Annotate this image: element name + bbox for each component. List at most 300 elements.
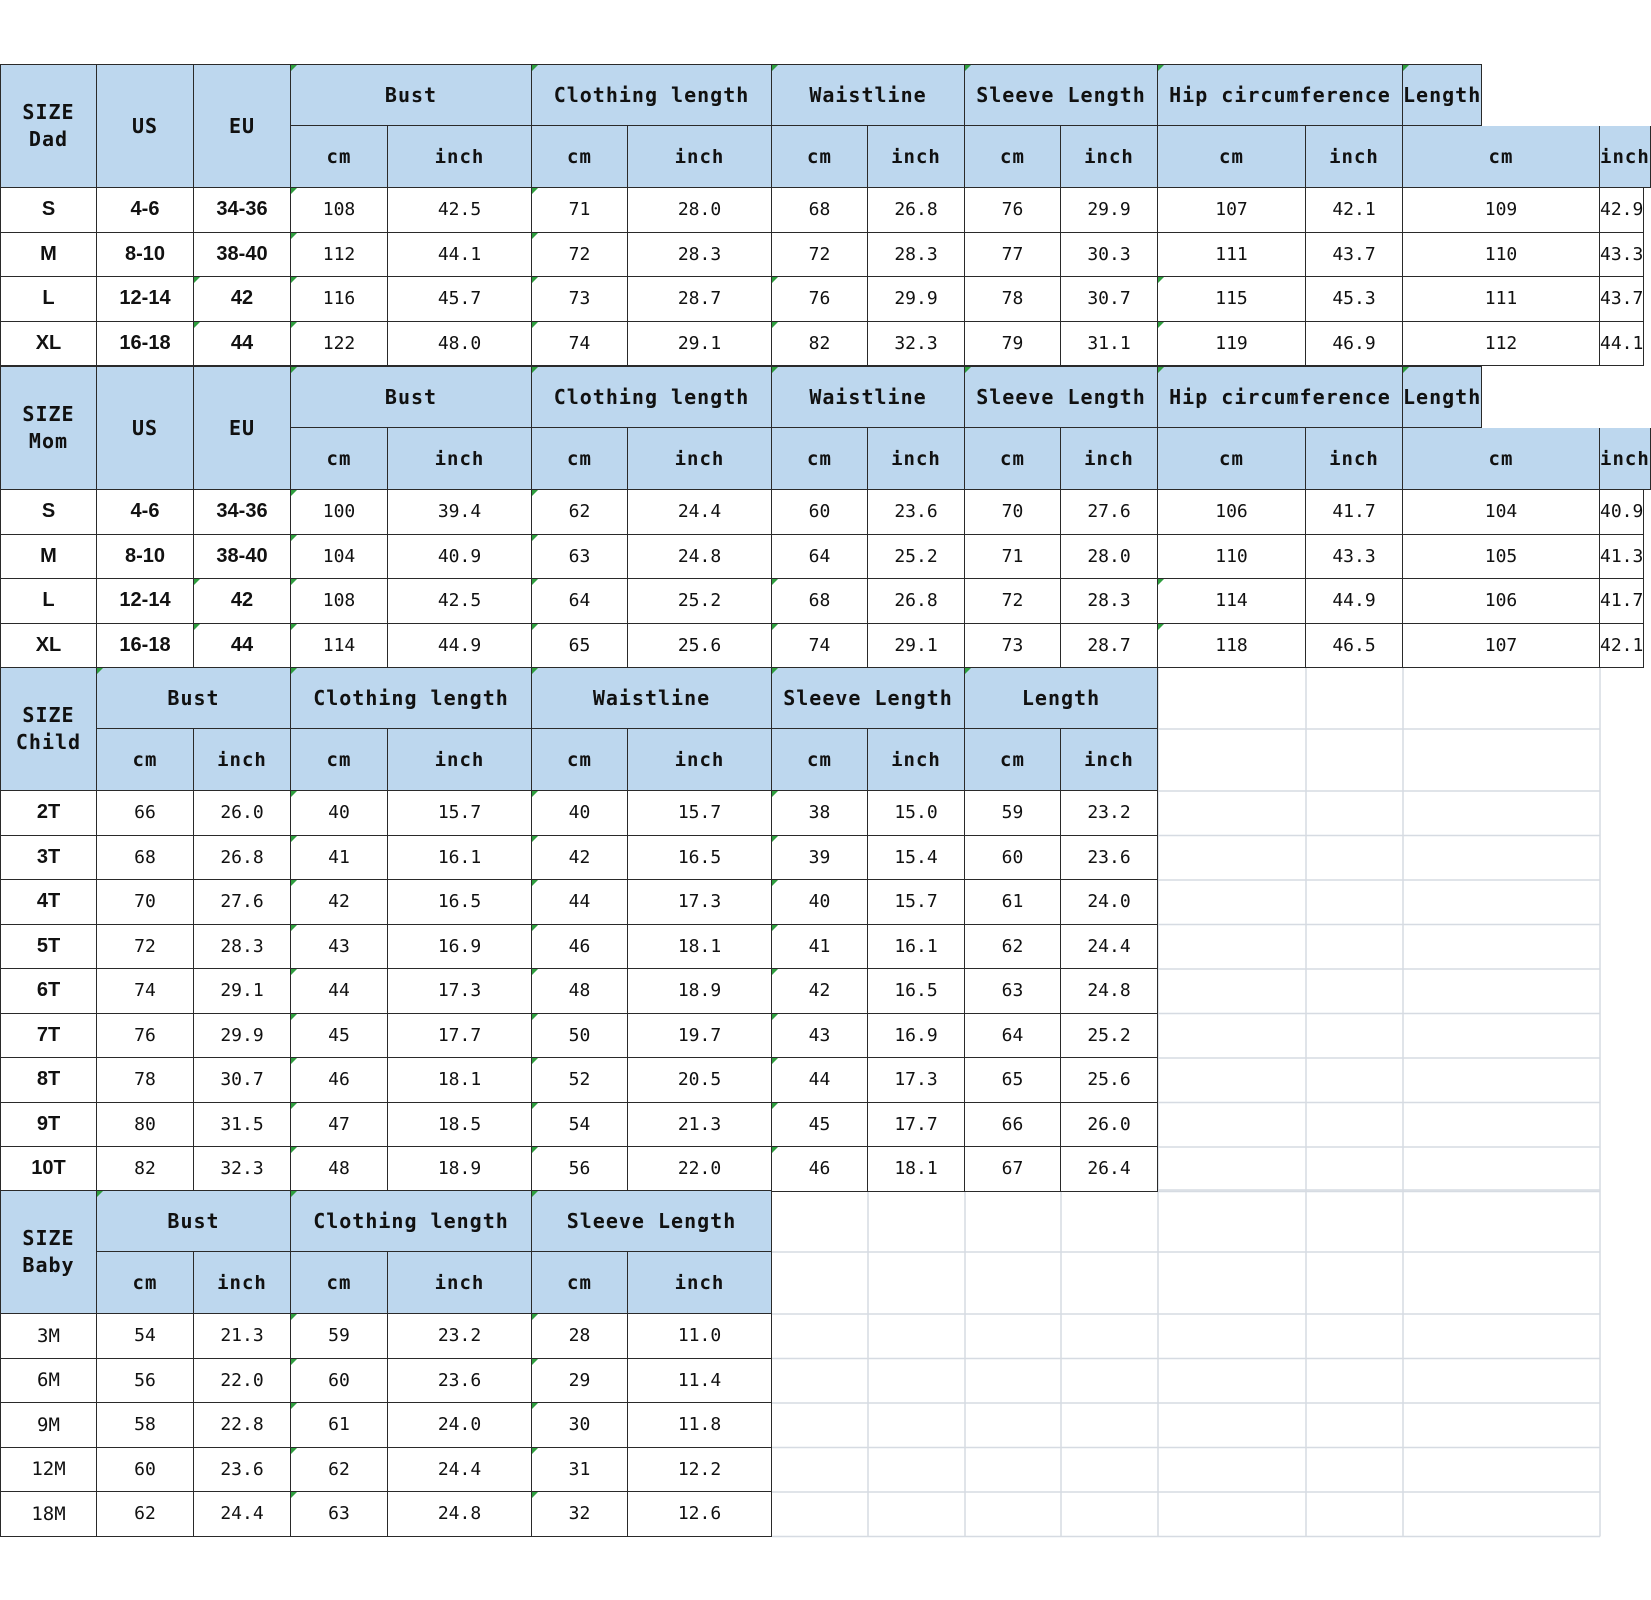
inch-value: 26.8: [194, 836, 291, 881]
measure-header-clothing-length: Clothing length: [532, 64, 772, 126]
inch-value: 32.3: [194, 1147, 291, 1192]
unit-header-cm: cm: [1403, 126, 1600, 188]
us-size-value: 8-10: [97, 535, 194, 580]
cm-value: 78: [965, 277, 1061, 322]
cm-value: 64: [965, 1014, 1061, 1059]
measure-header-bust: Bust: [291, 366, 532, 428]
unit-header-inch: inch: [194, 1252, 291, 1314]
us-size-value: 8-10: [97, 233, 194, 278]
size-label: 9T: [0, 1103, 97, 1148]
inch-value: 18.1: [628, 925, 772, 970]
inch-value: 18.9: [628, 969, 772, 1014]
inch-value: 23.6: [868, 490, 965, 535]
inch-value: 45.7: [388, 277, 532, 322]
inch-value: 24.4: [388, 1448, 532, 1493]
size-label: 5T: [0, 925, 97, 970]
unit-header-inch: inch: [388, 428, 532, 490]
inch-value: 42.9: [1600, 188, 1644, 233]
inch-value: 30.3: [1061, 233, 1158, 278]
size-label: 7T: [0, 1014, 97, 1059]
cm-value: 42: [772, 969, 868, 1014]
inch-value: 23.6: [388, 1359, 532, 1404]
cm-value: 72: [97, 925, 194, 970]
size-label: 2T: [0, 791, 97, 836]
cm-value: 79: [965, 322, 1061, 367]
cm-value: 62: [532, 490, 628, 535]
cm-value: 112: [1403, 322, 1600, 367]
inch-value: 39.4: [388, 490, 532, 535]
unit-header-cm: cm: [532, 1252, 628, 1314]
inch-value: 25.2: [868, 535, 965, 580]
unit-header-inch: inch: [1306, 428, 1403, 490]
cm-value: 73: [965, 624, 1061, 669]
size-label: 18M: [0, 1492, 97, 1537]
cm-value: 66: [965, 1103, 1061, 1148]
cm-value: 118: [1158, 624, 1306, 669]
measure-header-waistline: Waistline: [772, 366, 965, 428]
cm-value: 107: [1403, 624, 1600, 669]
unit-header-cm: cm: [291, 428, 388, 490]
inch-value: 17.3: [628, 880, 772, 925]
size-label: 12M: [0, 1448, 97, 1493]
inch-value: 18.9: [388, 1147, 532, 1192]
cm-value: 72: [532, 233, 628, 278]
inch-value: 25.2: [1061, 1014, 1158, 1059]
inch-value: 29.1: [628, 322, 772, 367]
inch-value: 24.4: [194, 1492, 291, 1537]
inch-value: 31.5: [194, 1103, 291, 1148]
cm-value: 38: [772, 791, 868, 836]
measure-header-sleeve-length: Sleeve Length: [965, 64, 1158, 126]
size-label: 6M: [0, 1359, 97, 1404]
size-label: M: [0, 233, 97, 278]
cm-value: 82: [97, 1147, 194, 1192]
size-label: 4T: [0, 880, 97, 925]
inch-value: 26.8: [868, 188, 965, 233]
unit-header-inch: inch: [388, 729, 532, 791]
inch-value: 16.9: [388, 925, 532, 970]
unit-header-inch: inch: [194, 729, 291, 791]
unit-header-cm: cm: [291, 126, 388, 188]
eu-size-value: 44: [194, 624, 291, 669]
inch-value: 19.7: [628, 1014, 772, 1059]
unit-header-inch: inch: [388, 126, 532, 188]
size-header-mom: SIZE Mom: [0, 366, 97, 490]
cm-value: 39: [772, 836, 868, 881]
cm-value: 60: [772, 490, 868, 535]
cm-value: 42: [532, 836, 628, 881]
unit-header-inch: inch: [1306, 126, 1403, 188]
size-label: 8T: [0, 1058, 97, 1103]
inch-value: 26.0: [194, 791, 291, 836]
cm-value: 60: [97, 1448, 194, 1493]
cm-value: 60: [291, 1359, 388, 1404]
cm-value: 73: [532, 277, 628, 322]
cm-value: 72: [965, 579, 1061, 624]
cm-value: 77: [965, 233, 1061, 278]
unit-header-cm: cm: [1403, 428, 1600, 490]
cm-value: 31: [532, 1448, 628, 1493]
cm-value: 74: [97, 969, 194, 1014]
unit-header-cm: cm: [772, 428, 868, 490]
inch-value: 24.8: [388, 1492, 532, 1537]
inch-value: 29.9: [194, 1014, 291, 1059]
inch-value: 12.6: [628, 1492, 772, 1537]
inch-value: 11.4: [628, 1359, 772, 1404]
cm-value: 74: [532, 322, 628, 367]
inch-value: 18.1: [388, 1058, 532, 1103]
inch-value: 24.4: [628, 490, 772, 535]
us-size-value: 16-18: [97, 322, 194, 367]
cm-value: 62: [965, 925, 1061, 970]
inch-value: 26.8: [868, 579, 965, 624]
measure-header-hip-circumference: Hip circumference: [1158, 64, 1403, 126]
inch-value: 24.4: [1061, 925, 1158, 970]
cm-value: 80: [97, 1103, 194, 1148]
inch-value: 16.1: [388, 836, 532, 881]
inch-value: 28.7: [628, 277, 772, 322]
inch-value: 46.9: [1306, 322, 1403, 367]
cm-value: 30: [532, 1403, 628, 1448]
unit-header-inch: inch: [1061, 729, 1158, 791]
cm-value: 108: [291, 188, 388, 233]
column-header-eu: EU: [194, 64, 291, 188]
inch-value: 24.0: [1061, 880, 1158, 925]
unit-header-inch: inch: [628, 729, 772, 791]
inch-value: 28.3: [868, 233, 965, 278]
cm-value: 45: [291, 1014, 388, 1059]
cm-value: 46: [532, 925, 628, 970]
size-header-dad: SIZE Dad: [0, 64, 97, 188]
inch-value: 43.7: [1600, 277, 1644, 322]
inch-value: 44.9: [388, 624, 532, 669]
cm-value: 59: [291, 1314, 388, 1359]
us-size-value: 4-6: [97, 490, 194, 535]
cm-value: 40: [772, 880, 868, 925]
cm-value: 64: [532, 579, 628, 624]
inch-value: 27.6: [194, 880, 291, 925]
cm-value: 50: [532, 1014, 628, 1059]
cm-value: 104: [1403, 490, 1600, 535]
inch-value: 22.8: [194, 1403, 291, 1448]
measure-header-bust: Bust: [291, 64, 532, 126]
inch-value: 25.6: [1061, 1058, 1158, 1103]
unit-header-inch: inch: [628, 126, 772, 188]
cm-value: 115: [1158, 277, 1306, 322]
unit-header-inch: inch: [868, 729, 965, 791]
size-label: S: [0, 188, 97, 233]
cm-value: 107: [1158, 188, 1306, 233]
cm-value: 32: [532, 1492, 628, 1537]
size-label: 10T: [0, 1147, 97, 1192]
inch-value: 28.7: [1061, 624, 1158, 669]
cm-value: 119: [1158, 322, 1306, 367]
cm-value: 105: [1403, 535, 1600, 580]
measure-header-length: Length: [1403, 366, 1482, 428]
cm-value: 43: [291, 925, 388, 970]
eu-size-value: 34-36: [194, 188, 291, 233]
cm-value: 44: [532, 880, 628, 925]
cm-value: 40: [291, 791, 388, 836]
us-size-value: 16-18: [97, 624, 194, 669]
inch-value: 17.3: [388, 969, 532, 1014]
inch-value: 44.1: [1600, 322, 1644, 367]
cm-value: 29: [532, 1359, 628, 1404]
inch-value: 46.5: [1306, 624, 1403, 669]
inch-value: 32.3: [868, 322, 965, 367]
inch-value: 17.7: [388, 1014, 532, 1059]
cm-value: 48: [291, 1147, 388, 1192]
cm-value: 122: [291, 322, 388, 367]
unit-header-inch: inch: [628, 1252, 772, 1314]
inch-value: 45.3: [1306, 277, 1403, 322]
unit-header-cm: cm: [97, 729, 194, 791]
cm-value: 52: [532, 1058, 628, 1103]
size-header-child: SIZE Child: [0, 667, 97, 791]
inch-value: 15.4: [868, 836, 965, 881]
size-label: XL: [0, 624, 97, 669]
size-label: 6T: [0, 969, 97, 1014]
cm-value: 41: [291, 836, 388, 881]
cm-value: 63: [291, 1492, 388, 1537]
inch-value: 16.1: [868, 925, 965, 970]
inch-value: 40.9: [1600, 490, 1644, 535]
inch-value: 28.0: [1061, 535, 1158, 580]
inch-value: 24.8: [628, 535, 772, 580]
unit-header-cm: cm: [772, 729, 868, 791]
cm-value: 62: [97, 1492, 194, 1537]
unit-header-inch: inch: [1600, 126, 1651, 188]
inch-value: 42.1: [1600, 624, 1644, 669]
cm-value: 68: [772, 579, 868, 624]
inch-value: 11.8: [628, 1403, 772, 1448]
measure-header-sleeve-length: Sleeve Length: [532, 1190, 772, 1252]
cm-value: 70: [97, 880, 194, 925]
cm-value: 28: [532, 1314, 628, 1359]
cm-value: 110: [1158, 535, 1306, 580]
cm-value: 65: [532, 624, 628, 669]
cm-value: 71: [965, 535, 1061, 580]
inch-value: 20.5: [628, 1058, 772, 1103]
cm-value: 66: [97, 791, 194, 836]
cm-value: 43: [772, 1014, 868, 1059]
cm-value: 74: [772, 624, 868, 669]
measure-header-sleeve-length: Sleeve Length: [772, 667, 965, 729]
cm-value: 64: [772, 535, 868, 580]
inch-value: 43.3: [1600, 233, 1644, 278]
inch-value: 41.3: [1600, 535, 1644, 580]
column-header-us: US: [97, 64, 194, 188]
unit-header-cm: cm: [772, 126, 868, 188]
inch-value: 15.7: [868, 880, 965, 925]
inch-value: 23.2: [1061, 791, 1158, 836]
cm-value: 116: [291, 277, 388, 322]
inch-value: 26.4: [1061, 1147, 1158, 1192]
inch-value: 30.7: [194, 1058, 291, 1103]
inch-value: 22.0: [194, 1359, 291, 1404]
cm-value: 114: [291, 624, 388, 669]
inch-value: 16.5: [628, 836, 772, 881]
cm-value: 72: [772, 233, 868, 278]
inch-value: 28.3: [628, 233, 772, 278]
inch-value: 28.0: [628, 188, 772, 233]
size-label: 3M: [0, 1314, 97, 1359]
inch-value: 24.0: [388, 1403, 532, 1448]
inch-value: 24.8: [1061, 969, 1158, 1014]
size-label: XL: [0, 322, 97, 367]
eu-size-value: 34-36: [194, 490, 291, 535]
cm-value: 63: [532, 535, 628, 580]
size-label: 3T: [0, 836, 97, 881]
cm-value: 68: [772, 188, 868, 233]
inch-value: 43.3: [1306, 535, 1403, 580]
unit-header-cm: cm: [532, 428, 628, 490]
cm-value: 100: [291, 490, 388, 535]
inch-value: 23.2: [388, 1314, 532, 1359]
inch-value: 25.2: [628, 579, 772, 624]
cm-value: 58: [97, 1403, 194, 1448]
inch-value: 43.7: [1306, 233, 1403, 278]
inch-value: 16.5: [388, 880, 532, 925]
cm-value: 106: [1403, 579, 1600, 624]
measure-header-clothing-length: Clothing length: [532, 366, 772, 428]
inch-value: 28.3: [1061, 579, 1158, 624]
eu-size-value: 42: [194, 277, 291, 322]
cm-value: 68: [97, 836, 194, 881]
us-size-value: 12-14: [97, 579, 194, 624]
cm-value: 109: [1403, 188, 1600, 233]
eu-size-value: 38-40: [194, 233, 291, 278]
cm-value: 106: [1158, 490, 1306, 535]
cm-value: 78: [97, 1058, 194, 1103]
eu-size-value: 44: [194, 322, 291, 367]
us-size-value: 4-6: [97, 188, 194, 233]
inch-value: 31.1: [1061, 322, 1158, 367]
inch-value: 15.7: [388, 791, 532, 836]
size-label: M: [0, 535, 97, 580]
unit-header-cm: cm: [532, 126, 628, 188]
cm-value: 54: [532, 1103, 628, 1148]
cm-value: 56: [532, 1147, 628, 1192]
eu-size-value: 38-40: [194, 535, 291, 580]
cm-value: 111: [1158, 233, 1306, 278]
cm-value: 61: [965, 880, 1061, 925]
inch-value: 22.0: [628, 1147, 772, 1192]
cm-value: 76: [772, 277, 868, 322]
cm-value: 62: [291, 1448, 388, 1493]
inch-value: 29.9: [868, 277, 965, 322]
inch-value: 41.7: [1306, 490, 1403, 535]
inch-value: 15.0: [868, 791, 965, 836]
cm-value: 59: [965, 791, 1061, 836]
unit-header-inch: inch: [388, 1252, 532, 1314]
unit-header-inch: inch: [868, 428, 965, 490]
size-label: S: [0, 490, 97, 535]
cm-value: 54: [97, 1314, 194, 1359]
cm-value: 70: [965, 490, 1061, 535]
cm-value: 41: [772, 925, 868, 970]
cm-value: 46: [772, 1147, 868, 1192]
cm-value: 65: [965, 1058, 1061, 1103]
inch-value: 44.9: [1306, 579, 1403, 624]
cm-value: 67: [965, 1147, 1061, 1192]
measure-header-bust: Bust: [97, 667, 291, 729]
cm-value: 63: [965, 969, 1061, 1014]
size-header-baby: SIZE Baby: [0, 1190, 97, 1314]
unit-header-inch: inch: [868, 126, 965, 188]
unit-header-cm: cm: [532, 729, 628, 791]
size-label: L: [0, 579, 97, 624]
cm-value: 104: [291, 535, 388, 580]
cm-value: 108: [291, 579, 388, 624]
column-header-eu: EU: [194, 366, 291, 490]
unit-header-inch: inch: [1061, 126, 1158, 188]
unit-header-cm: cm: [1158, 126, 1306, 188]
unit-header-cm: cm: [291, 729, 388, 791]
inch-value: 12.2: [628, 1448, 772, 1493]
cm-value: 60: [965, 836, 1061, 881]
unit-header-inch: inch: [1600, 428, 1651, 490]
inch-value: 18.1: [868, 1147, 965, 1192]
inch-value: 17.7: [868, 1103, 965, 1148]
cm-value: 40: [532, 791, 628, 836]
measure-header-clothing-length: Clothing length: [291, 1190, 532, 1252]
cm-value: 82: [772, 322, 868, 367]
measure-header-length: Length: [965, 667, 1158, 729]
measure-header-bust: Bust: [97, 1190, 291, 1252]
unit-header-cm: cm: [965, 729, 1061, 791]
unit-header-inch: inch: [628, 428, 772, 490]
eu-size-value: 42: [194, 579, 291, 624]
inch-value: 42.5: [388, 579, 532, 624]
cm-value: 47: [291, 1103, 388, 1148]
unit-header-cm: cm: [965, 428, 1061, 490]
inch-value: 42.1: [1306, 188, 1403, 233]
column-header-us: US: [97, 366, 194, 490]
inch-value: 28.3: [194, 925, 291, 970]
size-label: 9M: [0, 1403, 97, 1448]
inch-value: 48.0: [388, 322, 532, 367]
inch-value: 21.3: [194, 1314, 291, 1359]
cm-value: 76: [97, 1014, 194, 1059]
inch-value: 29.1: [868, 624, 965, 669]
unit-header-cm: cm: [291, 1252, 388, 1314]
inch-value: 16.5: [868, 969, 965, 1014]
cm-value: 44: [291, 969, 388, 1014]
inch-value: 30.7: [1061, 277, 1158, 322]
unit-header-inch: inch: [1061, 428, 1158, 490]
inch-value: 16.9: [868, 1014, 965, 1059]
inch-value: 17.3: [868, 1058, 965, 1103]
inch-value: 27.6: [1061, 490, 1158, 535]
inch-value: 18.5: [388, 1103, 532, 1148]
inch-value: 23.6: [194, 1448, 291, 1493]
measure-header-sleeve-length: Sleeve Length: [965, 366, 1158, 428]
inch-value: 26.0: [1061, 1103, 1158, 1148]
unit-header-cm: cm: [965, 126, 1061, 188]
cm-value: 71: [532, 188, 628, 233]
cm-value: 44: [772, 1058, 868, 1103]
inch-value: 29.1: [194, 969, 291, 1014]
measure-header-clothing-length: Clothing length: [291, 667, 532, 729]
cm-value: 112: [291, 233, 388, 278]
inch-value: 15.7: [628, 791, 772, 836]
inch-value: 21.3: [628, 1103, 772, 1148]
cm-value: 42: [291, 880, 388, 925]
inch-value: 41.7: [1600, 579, 1644, 624]
inch-value: 23.6: [1061, 836, 1158, 881]
cm-value: 56: [97, 1359, 194, 1404]
